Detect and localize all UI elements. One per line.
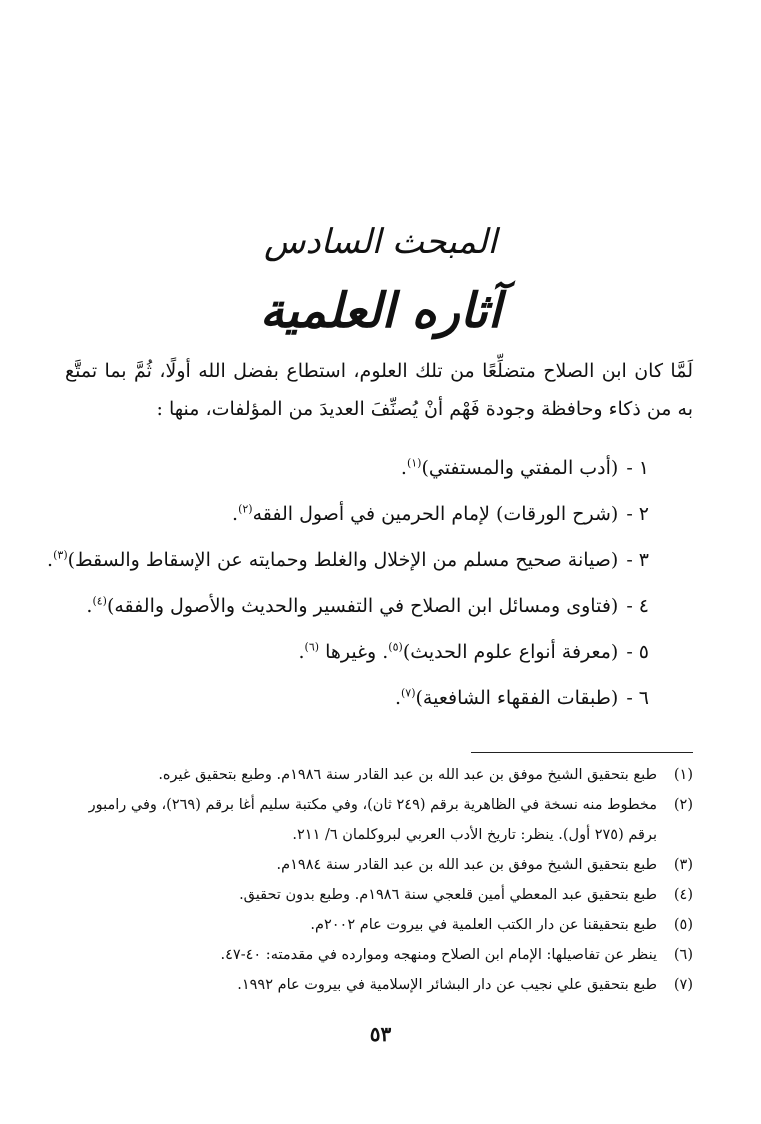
work-tail: . xyxy=(400,457,407,479)
footnote-text: مخطوط منه نسخة في الظاهرية برقم (٢٤٩ ثان)، وفي مكتبة سليم أغا برقم (٢٦٩)، وفي رامبور برقم (٢٧٥ أول). ينظر: تاريخ الأدب العربي لبروكلمان ٦/ ٢١١. xyxy=(88,797,657,843)
work-item xyxy=(47,537,649,583)
work-tail: . وغيرها xyxy=(325,641,389,663)
footnote-ref: (٧) xyxy=(401,686,416,700)
footnote xyxy=(65,880,693,910)
footnote-number: (٧) xyxy=(673,977,693,993)
work-item xyxy=(59,583,649,629)
page-number: ٥٣ xyxy=(369,1022,392,1046)
footnote-number: (٥) xyxy=(673,917,693,933)
footnote-ref: (٥) xyxy=(388,640,403,654)
footnote-text: ينظر عن تفاصيلها: الإمام ابن الصلاح ومنهجه وموارده في مقدمته: ٤٠-٤٧. xyxy=(220,947,657,963)
work-title: (طبقات الفقهاء الشافعية) xyxy=(415,687,619,709)
work-number: ٣ - xyxy=(626,549,649,571)
works-list xyxy=(47,445,649,721)
footnote-text: طبع بتحقيق الشيخ موفق بن عبد الله بن عبد القادر سنة ١٩٨٤م. xyxy=(276,857,657,873)
work-tail: . xyxy=(86,595,93,617)
work-number: ٢ - xyxy=(626,503,649,525)
work-tail: . xyxy=(47,549,54,571)
footnotes-list xyxy=(65,760,693,1000)
footnote-ref: (٣) xyxy=(53,548,68,562)
footnote-ref: (٤) xyxy=(92,594,107,608)
footnote-number: (٦) xyxy=(673,947,693,963)
footnote xyxy=(65,940,693,970)
work-number: ١ - xyxy=(626,457,649,479)
footnote-ref: (٦) xyxy=(304,640,320,654)
work-tail: . xyxy=(232,503,239,525)
footnote-number: (٢) xyxy=(673,797,693,813)
footnote xyxy=(65,850,693,880)
work-item xyxy=(59,445,649,491)
chapter-label: المبحث السادس xyxy=(263,222,497,262)
footnote-separator xyxy=(471,752,693,753)
work-title: (فتاوى ومسائل ابن الصلاح في التفسير والحديث والأصول والفقه) xyxy=(106,595,619,617)
footnote-text: طبع بتحقيقنا عن دار الكتب العلمية في بيروت عام ٢٠٠٢م. xyxy=(310,917,657,933)
chapter-title: آثاره العلمية xyxy=(259,283,502,339)
work-item xyxy=(59,491,649,537)
work-title: (معرفة أنواع علوم الحديث) xyxy=(402,641,619,663)
footnote-text: طبع بتحقيق علي نجيب عن دار البشائر الإسلامية في بيروت عام ١٩٩٢. xyxy=(237,977,657,993)
work-tail: . xyxy=(394,687,401,709)
footnote xyxy=(65,970,693,1000)
footnote-number: (٣) xyxy=(673,857,693,873)
footnote-text: طبع بتحقيق الشيخ موفق بن عبد الله بن عبد القادر سنة ١٩٨٦م. وطبع بتحقيق غيره. xyxy=(158,767,657,783)
footnote-number: (٤) xyxy=(673,887,693,903)
footnote-ref: (٢) xyxy=(238,502,253,516)
work-number: ٥ - xyxy=(626,641,649,663)
footnote xyxy=(65,790,693,850)
footnote-ref: (١) xyxy=(406,456,422,470)
work-tail: . xyxy=(298,641,305,663)
footnote xyxy=(65,910,693,940)
work-number: ٦ - xyxy=(626,687,649,709)
footnote-text: طبع بتحقيق عبد المعطي أمين قلعجي سنة ١٩٨٦م. وطبع بدون تحقيق. xyxy=(239,887,657,903)
footnote xyxy=(65,760,693,790)
footnote-number: (١) xyxy=(673,767,693,783)
work-title: (أدب المفتي والمستفتي) xyxy=(421,457,619,479)
intro-paragraph: لَمَّا كان ابن الصلاح متضلِّعًا من تلك العلوم، استطاع بفضل الله أولًا، ثُمَّ بما تمتَّع به من ذكاء وحافظة وجودة فَهْم أنْ يُصنِّفَ العديدَ من المؤلفات، منها : xyxy=(65,360,693,420)
work-number: ٤ - xyxy=(626,595,649,617)
work-item xyxy=(59,675,649,721)
work-item xyxy=(59,629,649,675)
work-title: (صيانة صحيح مسلم من الإخلال والغلط وحمايته عن الإسقاط والسقط) xyxy=(67,549,619,571)
work-title: (شرح الورقات) لإمام الحرمين في أصول الفقه xyxy=(252,503,619,525)
